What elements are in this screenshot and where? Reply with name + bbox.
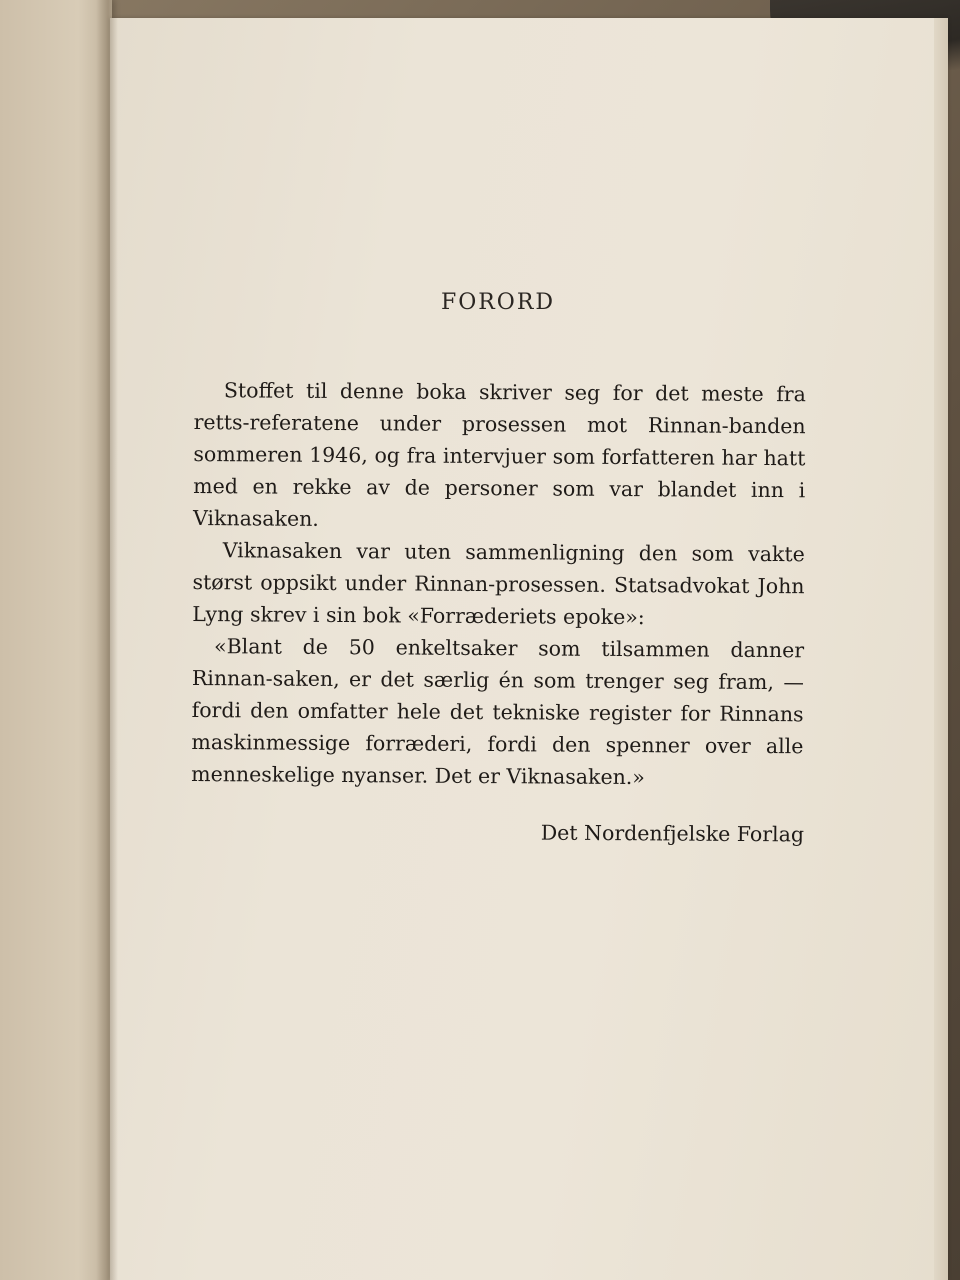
book-gutter xyxy=(96,0,118,1280)
paragraph-2: Viknasaken var uten sammenligning den som vakte størst oppsikt under Rinnan-prosessen. Statsadvokat John Lyng skrev i sin bok «Forræderiets epoke»: xyxy=(192,538,805,630)
quote-paragraph: «Blant de 50 enkeltsaker som tilsammen danner Rinnan-saken, er det særlig én som trenger seg fram, — fordi den omfatter hele det tekniske register for Rinnans maskinmessige forræderi, fordi den spenner over alle menneskelige nyanser. Det er Viknasaken.» xyxy=(191,634,805,790)
page-heading: FORORD xyxy=(440,290,556,315)
page-edge xyxy=(934,18,948,1280)
publisher-signature: Det Nordenfjelske Forlag xyxy=(540,820,805,847)
foreword-text xyxy=(191,374,806,794)
book-page xyxy=(110,18,948,1280)
paragraph-1: Stoffet til denne boka skriver seg for det meste fra retts-referatene under prosessen mot Rinnan-banden sommeren 1946, og fra intervjuer som forfatteren har hatt med en rekke av de personer som var blandet inn i Viknasaken. xyxy=(192,378,806,531)
